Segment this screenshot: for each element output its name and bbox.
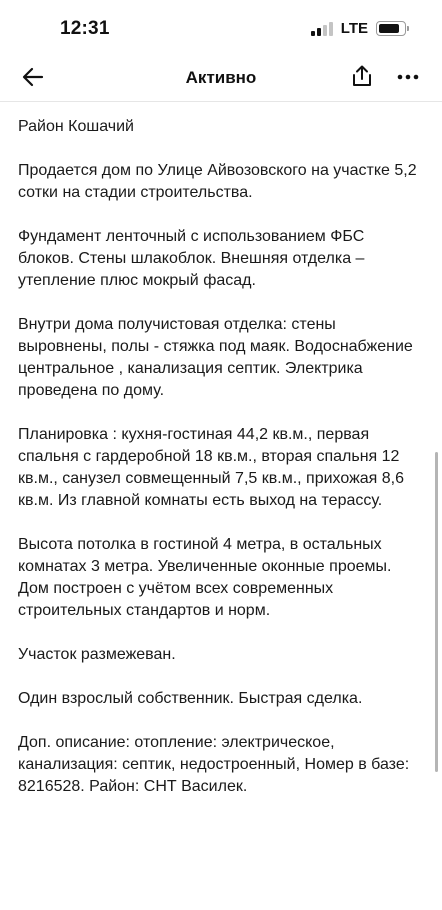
signal-bar: [311, 31, 315, 36]
description-paragraph: Высота потолка в гостиной 4 метра, в остальных комнатах 3 метра. Увеличенные оконные проемы. Дом построен с учётом всех современных строительных стандартов и норм.: [18, 536, 392, 619]
status-indicators: [311, 20, 406, 37]
share-icon: [351, 64, 373, 88]
share-button[interactable]: [348, 62, 376, 90]
description-paragraph: Участок размежеван.: [18, 646, 176, 663]
description-paragraph: Доп. описание: отопление: электрическое, канализация: септик, недостроенный, Номер в базе: 8216528. Район: СНТ Василек.: [18, 734, 410, 795]
battery-cap: [407, 26, 409, 31]
app-header: [0, 56, 442, 100]
listing-description: [18, 116, 422, 820]
battery-fill: [379, 24, 399, 33]
status-time: 12:31: [60, 18, 110, 39]
description-paragraph: Продается дом по Улице Айвозовского на участке 5,2 сотки на стадии строительства.: [18, 162, 417, 201]
network-type: LTE: [340, 20, 368, 37]
description-paragraph: Один взрослый собственник. Быстрая сделка.: [18, 690, 363, 707]
page-title: Активно: [185, 68, 257, 87]
description-paragraph: Планировка : кухня-гостиная 44,2 кв.м., первая спальня с гардеробной 18 кв.м., вторая спальня 12 кв.м., санузел совмещенный 7,5 кв.м., прихожая 8,6 кв.м. Из главной комнаты есть выход на терассу.: [18, 426, 405, 509]
signal-bar: [317, 28, 321, 36]
header-divider: [0, 101, 442, 102]
status-bar: [0, 0, 442, 56]
signal-icon: [311, 22, 333, 36]
scrollbar[interactable]: [435, 452, 438, 772]
signal-bar: [323, 25, 327, 36]
more-vertical-icon: [397, 73, 419, 81]
signal-bar: [329, 22, 333, 36]
description-paragraph: Внутри дома получистовая отделка: стены выровнены, полы - стяжка под маяк. Водоснабжение центральное , канализация септик. Электрика проведена по дому.: [18, 316, 413, 399]
battery-icon: [376, 21, 406, 36]
description-paragraph: Фундамент ленточный с использованием ФБС блоков. Стены шлакоблок. Внешняя отделка – утепление плюс мокрый фасад.: [18, 228, 365, 289]
more-button[interactable]: [394, 64, 422, 90]
description-paragraph: Район Кошачий: [18, 118, 134, 135]
